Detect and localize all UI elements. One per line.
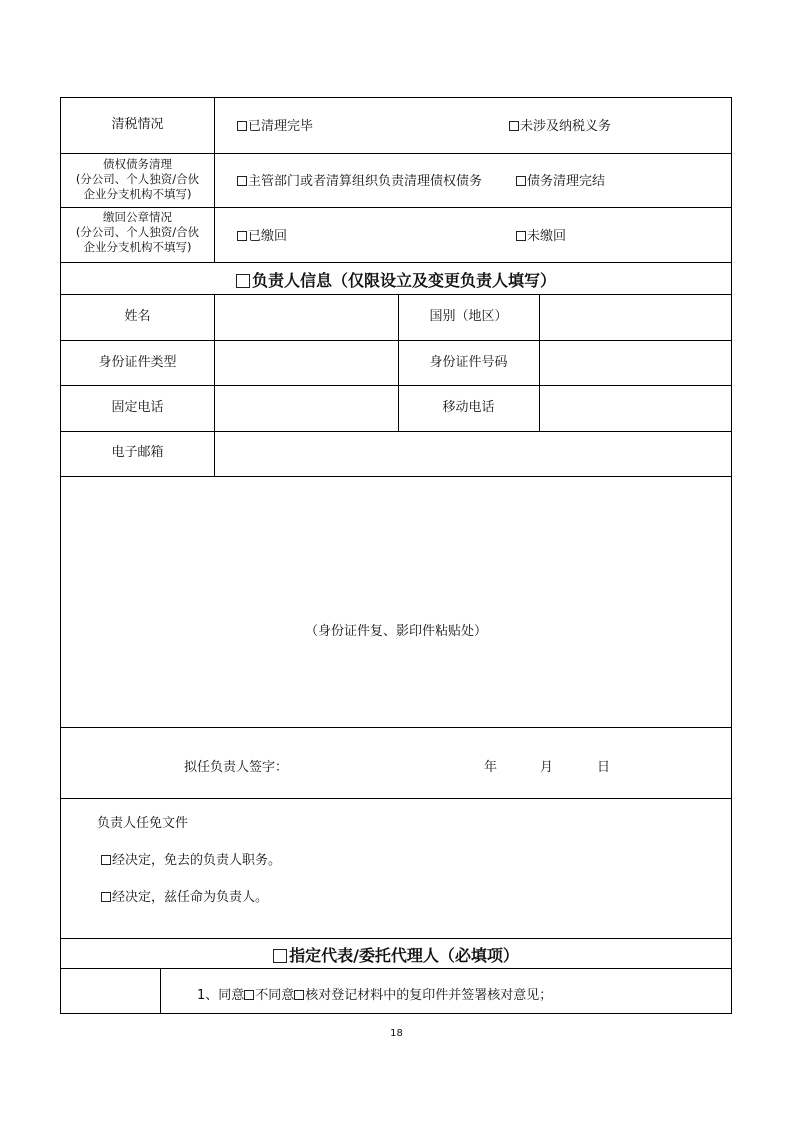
phone-label: 固定电话 bbox=[111, 400, 164, 415]
signature-label: 拟任负责人签字： bbox=[184, 760, 289, 775]
tax-not-involved-option[interactable]: 未涉及纳税义务 bbox=[509, 119, 611, 135]
row-divider bbox=[61, 798, 731, 799]
checkbox-icon[interactable] bbox=[237, 231, 247, 241]
checkbox-icon[interactable] bbox=[516, 231, 526, 241]
month-label: 月 bbox=[540, 760, 554, 775]
col-divider bbox=[539, 294, 540, 431]
row-divider bbox=[61, 727, 731, 728]
row-divider bbox=[61, 968, 731, 969]
mobile-label: 移动电话 bbox=[442, 400, 495, 415]
row-divider bbox=[61, 294, 731, 295]
id-paste-area-label: （身份证件复、影印件粘贴处） bbox=[304, 624, 487, 639]
appointment-option[interactable]: 经决定，兹任命为负责人。 bbox=[101, 890, 268, 906]
row-divider bbox=[61, 476, 731, 477]
email-field[interactable] bbox=[216, 433, 729, 475]
checkbox-icon[interactable] bbox=[273, 949, 287, 963]
leader-section-heading[interactable]: 负责人信息（仅限设立及变更负责人填写） bbox=[61, 268, 731, 291]
country-label: 国别（地区） bbox=[429, 309, 508, 324]
id-type-field[interactable] bbox=[216, 342, 396, 384]
debt-dept-option[interactable]: 主管部门或者清算组织负责清理债权债务 bbox=[237, 174, 482, 190]
page-number: 18 bbox=[390, 1028, 403, 1039]
row-divider bbox=[61, 938, 731, 939]
year-label: 年 bbox=[484, 760, 498, 775]
row-divider bbox=[61, 207, 731, 208]
row-divider bbox=[61, 262, 731, 263]
col-divider bbox=[160, 968, 161, 1014]
dismissal-option[interactable]: 经决定，免去的负责人职务。 bbox=[101, 853, 281, 869]
seal-return-note-1: (分公司、个人独资/合伙 bbox=[75, 225, 200, 239]
mobile-field[interactable] bbox=[541, 387, 729, 429]
row-divider bbox=[61, 431, 731, 432]
country-field[interactable] bbox=[541, 296, 729, 338]
seal-return-label: 缴回公章情况 bbox=[103, 210, 172, 224]
email-label: 电子邮箱 bbox=[111, 445, 164, 460]
row-divider bbox=[61, 385, 731, 386]
agent-section-heading[interactable]: 指定代表/委托代理人（必填项） bbox=[61, 943, 731, 966]
checkbox-icon[interactable] bbox=[244, 990, 254, 1000]
id-number-label: 身份证件号码 bbox=[429, 355, 508, 370]
col-divider bbox=[214, 98, 215, 262]
appointment-title: 负责人任免文件 bbox=[97, 816, 189, 831]
registration-form bbox=[60, 97, 732, 1014]
checkbox-icon[interactable] bbox=[236, 274, 250, 288]
checkbox-icon[interactable] bbox=[516, 176, 526, 186]
row-divider bbox=[61, 153, 731, 154]
checkbox-icon[interactable] bbox=[101, 892, 111, 902]
id-type-label: 身份证件类型 bbox=[98, 355, 177, 370]
checkbox-icon[interactable] bbox=[509, 121, 519, 131]
name-field[interactable] bbox=[216, 296, 396, 338]
checkbox-icon[interactable] bbox=[237, 121, 247, 131]
name-label: 姓名 bbox=[124, 309, 151, 324]
debt-completed-option[interactable]: 债务清理完结 bbox=[516, 174, 605, 190]
debt-clearance-label: 债权债务清理 bbox=[103, 157, 172, 171]
row-divider bbox=[61, 340, 731, 341]
phone-field[interactable] bbox=[216, 387, 396, 429]
seal-returned-option[interactable]: 已缴回 bbox=[237, 229, 287, 245]
day-label: 日 bbox=[597, 760, 611, 775]
agent-item-1: 1、同意 不同意 核对登记材料中的复印件并签署核对意见； bbox=[197, 988, 553, 1003]
checkbox-icon[interactable] bbox=[294, 990, 304, 1000]
checkbox-icon[interactable] bbox=[101, 855, 111, 865]
seal-not-returned-option[interactable]: 未缴回 bbox=[516, 229, 566, 245]
id-number-field[interactable] bbox=[541, 342, 729, 384]
debt-clearance-note-2: 企业分支机构不填写) bbox=[83, 187, 192, 201]
tax-clearance-label: 清税情况 bbox=[111, 117, 164, 132]
signature-field[interactable] bbox=[301, 750, 471, 786]
seal-return-note-2: 企业分支机构不填写) bbox=[83, 240, 192, 254]
col-divider bbox=[214, 294, 215, 476]
debt-clearance-note-1: (分公司、个人独资/合伙 bbox=[75, 172, 200, 186]
tax-cleared-option[interactable]: 已清理完毕 bbox=[237, 119, 313, 135]
checkbox-icon[interactable] bbox=[237, 176, 247, 186]
